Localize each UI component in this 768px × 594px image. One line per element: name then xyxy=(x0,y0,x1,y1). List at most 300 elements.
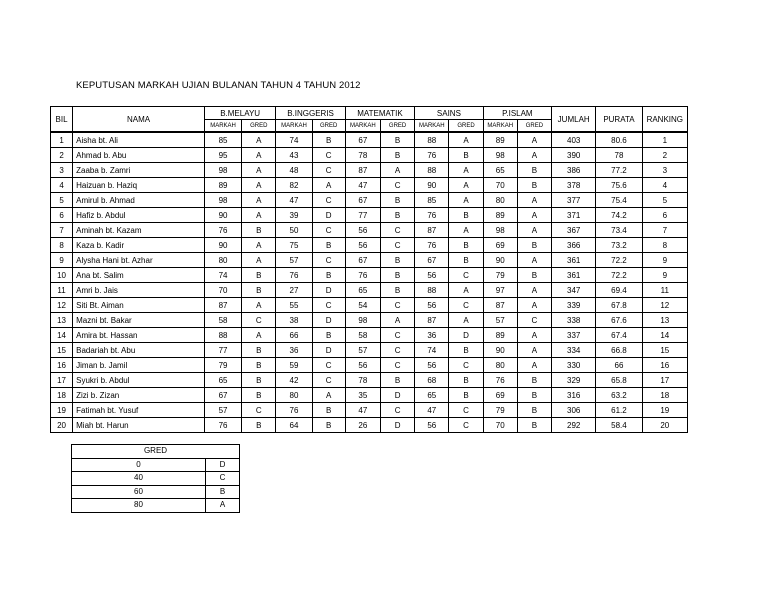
purata-cell: 66.8 xyxy=(596,343,642,358)
markah-cell: 47 xyxy=(415,403,449,418)
jumlah-cell: 371 xyxy=(552,208,596,223)
name-cell: Aminah bt. Kazam xyxy=(73,223,205,238)
name-cell: Amirul b. Ahmad xyxy=(73,193,205,208)
gred-cell: A xyxy=(449,163,483,178)
header-ranking: RANKING xyxy=(642,107,687,133)
ranking-cell: 15 xyxy=(642,343,687,358)
markah-cell: 76 xyxy=(276,268,312,283)
markah-cell: 59 xyxy=(276,358,312,373)
gred-cell: B xyxy=(517,238,551,253)
gred-cell: A xyxy=(517,223,551,238)
gred-cell: B xyxy=(242,343,276,358)
bil-cell: 2 xyxy=(51,148,73,163)
purata-cell: 65.8 xyxy=(596,373,642,388)
table-row xyxy=(51,253,688,268)
purata-cell: 73.4 xyxy=(596,223,642,238)
markah-cell: 55 xyxy=(276,298,312,313)
markah-cell: 79 xyxy=(483,403,517,418)
markah-cell: 88 xyxy=(415,283,449,298)
markah-cell: 69 xyxy=(483,238,517,253)
ranking-cell: 13 xyxy=(642,313,687,328)
markah-cell: 66 xyxy=(276,328,312,343)
jumlah-cell: 378 xyxy=(552,178,596,193)
bil-cell: 16 xyxy=(51,358,73,373)
grade-key-row xyxy=(72,499,240,513)
gred-cell: D xyxy=(380,388,414,403)
jumlah-cell: 316 xyxy=(552,388,596,403)
markah-cell: 88 xyxy=(415,132,449,148)
markah-cell: 65 xyxy=(483,163,517,178)
ranking-cell: 16 xyxy=(642,358,687,373)
gred-cell: C xyxy=(380,358,414,373)
markah-cell: 98 xyxy=(345,313,380,328)
jumlah-cell: 330 xyxy=(552,358,596,373)
gred-cell: C xyxy=(380,178,414,193)
markah-cell: 77 xyxy=(345,208,380,223)
gred-cell: A xyxy=(242,253,276,268)
gred-cell: B xyxy=(380,253,414,268)
gred-cell: D xyxy=(312,343,345,358)
markah-cell: 47 xyxy=(276,193,312,208)
markah-cell: 82 xyxy=(276,178,312,193)
table-row xyxy=(51,132,688,148)
purata-cell: 74.2 xyxy=(596,208,642,223)
table-row xyxy=(51,148,688,163)
gred-cell: C xyxy=(380,343,414,358)
gred-cell: A xyxy=(449,132,483,148)
markah-cell: 42 xyxy=(276,373,312,388)
grade-key-row xyxy=(72,458,240,472)
grade-threshold-cell: 60 xyxy=(72,485,206,499)
markah-cell: 68 xyxy=(415,373,449,388)
markah-cell: 89 xyxy=(204,178,241,193)
markah-cell: 78 xyxy=(345,373,380,388)
table-row xyxy=(51,268,688,283)
gred-cell: A xyxy=(242,298,276,313)
ranking-cell: 9 xyxy=(642,253,687,268)
gred-cell: B xyxy=(312,238,345,253)
header-subject: MATEMATIK xyxy=(345,107,414,120)
gred-cell: B xyxy=(242,373,276,388)
ranking-cell: 17 xyxy=(642,373,687,388)
ranking-cell: 18 xyxy=(642,388,687,403)
page-title: KEPUTUSAN MARKAH UJIAN BULANAN TAHUN 4 TAHUN 2012 xyxy=(76,80,361,91)
header-gred: GRED xyxy=(380,120,414,133)
markah-cell: 80 xyxy=(204,253,241,268)
markah-cell: 85 xyxy=(415,193,449,208)
gred-cell: C xyxy=(380,328,414,343)
gred-cell: C xyxy=(380,223,414,238)
gred-cell: A xyxy=(242,163,276,178)
markah-cell: 70 xyxy=(483,418,517,433)
header-subject: B.INGGERIS xyxy=(276,107,345,120)
markah-cell: 89 xyxy=(483,208,517,223)
markah-cell: 47 xyxy=(345,178,380,193)
grade-letter-cell: A xyxy=(206,499,240,513)
markah-cell: 65 xyxy=(204,373,241,388)
markah-cell: 97 xyxy=(483,283,517,298)
gred-cell: B xyxy=(380,132,414,148)
markah-cell: 26 xyxy=(345,418,380,433)
markah-cell: 90 xyxy=(483,253,517,268)
gred-cell: B xyxy=(242,418,276,433)
bil-cell: 4 xyxy=(51,178,73,193)
purata-cell: 78 xyxy=(596,148,642,163)
table-row xyxy=(51,358,688,373)
ranking-cell: 19 xyxy=(642,403,687,418)
gred-cell: A xyxy=(517,343,551,358)
ranking-cell: 1 xyxy=(642,132,687,148)
table-row xyxy=(51,313,688,328)
table-row xyxy=(51,178,688,193)
name-cell: Badariah bt. Abu xyxy=(73,343,205,358)
purata-cell: 69.4 xyxy=(596,283,642,298)
name-cell: Fatimah bt. Yusuf xyxy=(73,403,205,418)
grade-letter-cell: B xyxy=(206,485,240,499)
bil-cell: 12 xyxy=(51,298,73,313)
markah-cell: 85 xyxy=(204,132,241,148)
markah-cell: 43 xyxy=(276,148,312,163)
markah-cell: 57 xyxy=(483,313,517,328)
markah-cell: 87 xyxy=(483,298,517,313)
markah-cell: 89 xyxy=(483,328,517,343)
gred-cell: A xyxy=(380,163,414,178)
gred-cell: B xyxy=(312,132,345,148)
jumlah-cell: 377 xyxy=(552,193,596,208)
gred-cell: B xyxy=(517,418,551,433)
name-cell: Amira bt. Hassan xyxy=(73,328,205,343)
gred-cell: A xyxy=(517,148,551,163)
table-row xyxy=(51,418,688,433)
bil-cell: 9 xyxy=(51,253,73,268)
markah-cell: 36 xyxy=(276,343,312,358)
name-cell: Kaza b. Kadir xyxy=(73,238,205,253)
marks-table xyxy=(50,106,688,433)
gred-cell: B xyxy=(312,418,345,433)
markah-cell: 58 xyxy=(345,328,380,343)
markah-cell: 80 xyxy=(483,193,517,208)
gred-cell: A xyxy=(517,253,551,268)
markah-cell: 54 xyxy=(345,298,380,313)
grade-key-table xyxy=(71,444,240,513)
gred-cell: B xyxy=(449,373,483,388)
grade-letter-cell: C xyxy=(206,472,240,486)
name-cell: Jiman b. Jamil xyxy=(73,358,205,373)
gred-cell: C xyxy=(312,358,345,373)
ranking-cell: 2 xyxy=(642,148,687,163)
table-row xyxy=(51,238,688,253)
gred-cell: B xyxy=(312,403,345,418)
gred-cell: C xyxy=(449,268,483,283)
markah-cell: 76 xyxy=(415,238,449,253)
jumlah-cell: 292 xyxy=(552,418,596,433)
ranking-cell: 9 xyxy=(642,268,687,283)
markah-cell: 67 xyxy=(345,253,380,268)
bil-cell: 7 xyxy=(51,223,73,238)
bil-cell: 14 xyxy=(51,328,73,343)
markah-cell: 76 xyxy=(345,268,380,283)
markah-cell: 58 xyxy=(204,313,241,328)
table-row xyxy=(51,343,688,358)
gred-cell: C xyxy=(380,403,414,418)
grade-letter-cell: D xyxy=(206,458,240,472)
table-row xyxy=(51,298,688,313)
markah-cell: 70 xyxy=(204,283,241,298)
markah-cell: 87 xyxy=(345,163,380,178)
markah-cell: 95 xyxy=(204,148,241,163)
bil-cell: 10 xyxy=(51,268,73,283)
purata-cell: 61.2 xyxy=(596,403,642,418)
markah-cell: 79 xyxy=(483,268,517,283)
gred-cell: A xyxy=(517,283,551,298)
gred-cell: B xyxy=(242,283,276,298)
gred-cell: A xyxy=(242,148,276,163)
purata-cell: 67.6 xyxy=(596,313,642,328)
markah-cell: 80 xyxy=(276,388,312,403)
jumlah-cell: 390 xyxy=(552,148,596,163)
gred-cell: A xyxy=(517,193,551,208)
gred-cell: C xyxy=(312,223,345,238)
purata-cell: 67.4 xyxy=(596,328,642,343)
markah-cell: 56 xyxy=(345,358,380,373)
header-subject: P.ISLAM xyxy=(483,107,551,120)
gred-cell: D xyxy=(312,313,345,328)
markah-cell: 98 xyxy=(204,193,241,208)
ranking-cell: 3 xyxy=(642,163,687,178)
gred-cell: C xyxy=(242,403,276,418)
gred-cell: B xyxy=(242,223,276,238)
gred-cell: B xyxy=(517,268,551,283)
gred-cell: B xyxy=(517,178,551,193)
gred-cell: A xyxy=(312,388,345,403)
jumlah-cell: 361 xyxy=(552,253,596,268)
jumlah-cell: 337 xyxy=(552,328,596,343)
gred-cell: A xyxy=(242,238,276,253)
markah-cell: 76 xyxy=(483,373,517,388)
markah-cell: 98 xyxy=(483,148,517,163)
purata-cell: 75.4 xyxy=(596,193,642,208)
jumlah-cell: 347 xyxy=(552,283,596,298)
markah-cell: 69 xyxy=(483,388,517,403)
gred-cell: B xyxy=(312,328,345,343)
bil-cell: 5 xyxy=(51,193,73,208)
markah-cell: 76 xyxy=(415,208,449,223)
name-cell: Hafiz b. Abdul xyxy=(73,208,205,223)
ranking-cell: 12 xyxy=(642,298,687,313)
gred-cell: B xyxy=(517,163,551,178)
bil-cell: 20 xyxy=(51,418,73,433)
markah-cell: 67 xyxy=(204,388,241,403)
markah-cell: 76 xyxy=(415,148,449,163)
gred-cell: A xyxy=(449,193,483,208)
name-cell: Aisha bt. Ali xyxy=(73,132,205,148)
markah-cell: 76 xyxy=(204,223,241,238)
gred-cell: A xyxy=(449,283,483,298)
markah-cell: 57 xyxy=(204,403,241,418)
gred-cell: B xyxy=(380,283,414,298)
table-row xyxy=(51,223,688,238)
gred-cell: B xyxy=(517,388,551,403)
markah-cell: 88 xyxy=(415,163,449,178)
markah-cell: 64 xyxy=(276,418,312,433)
name-cell: Amri b. Jais xyxy=(73,283,205,298)
gred-cell: B xyxy=(517,373,551,388)
markah-cell: 87 xyxy=(415,313,449,328)
purata-cell: 80.6 xyxy=(596,132,642,148)
gred-cell: C xyxy=(312,253,345,268)
jumlah-cell: 361 xyxy=(552,268,596,283)
gred-cell: A xyxy=(517,358,551,373)
table-row xyxy=(51,373,688,388)
gred-cell: D xyxy=(312,283,345,298)
table-row xyxy=(51,208,688,223)
gred-cell: B xyxy=(449,148,483,163)
markah-cell: 56 xyxy=(415,298,449,313)
header-jumlah: JUMLAH xyxy=(552,107,596,133)
purata-cell: 67.8 xyxy=(596,298,642,313)
header-gred: GRED xyxy=(312,120,345,133)
gred-cell: A xyxy=(312,178,345,193)
name-cell: Ana bt. Salim xyxy=(73,268,205,283)
markah-cell: 50 xyxy=(276,223,312,238)
grade-key-body xyxy=(72,458,240,512)
purata-cell: 66 xyxy=(596,358,642,373)
gred-cell: B xyxy=(517,403,551,418)
gred-cell: B xyxy=(380,193,414,208)
markah-cell: 88 xyxy=(204,328,241,343)
markah-cell: 67 xyxy=(345,193,380,208)
markah-cell: 70 xyxy=(483,178,517,193)
purata-cell: 73.2 xyxy=(596,238,642,253)
ranking-cell: 11 xyxy=(642,283,687,298)
gred-cell: A xyxy=(242,193,276,208)
gred-cell: B xyxy=(380,208,414,223)
markah-cell: 56 xyxy=(415,418,449,433)
gred-cell: B xyxy=(380,268,414,283)
bil-cell: 18 xyxy=(51,388,73,403)
markah-cell: 67 xyxy=(415,253,449,268)
gred-cell: C xyxy=(449,298,483,313)
markah-cell: 74 xyxy=(276,132,312,148)
gred-cell: C xyxy=(242,313,276,328)
gred-cell: C xyxy=(380,238,414,253)
bil-cell: 8 xyxy=(51,238,73,253)
header-markah: MARKAH xyxy=(204,120,241,133)
name-cell: Zaaba b. Zamri xyxy=(73,163,205,178)
gred-cell: A xyxy=(242,132,276,148)
gred-cell: C xyxy=(312,193,345,208)
header-gred: GRED xyxy=(517,120,551,133)
markah-cell: 89 xyxy=(483,132,517,148)
table-row xyxy=(51,283,688,298)
markah-cell: 79 xyxy=(204,358,241,373)
header-markah: MARKAH xyxy=(345,120,380,133)
markah-cell: 77 xyxy=(204,343,241,358)
gred-cell: B xyxy=(380,373,414,388)
header-markah: MARKAH xyxy=(483,120,517,133)
jumlah-cell: 386 xyxy=(552,163,596,178)
markah-cell: 90 xyxy=(204,208,241,223)
gred-cell: C xyxy=(517,313,551,328)
markah-cell: 56 xyxy=(345,223,380,238)
markah-cell: 38 xyxy=(276,313,312,328)
purata-cell: 72.2 xyxy=(596,268,642,283)
bil-cell: 19 xyxy=(51,403,73,418)
markah-cell: 74 xyxy=(415,343,449,358)
jumlah-cell: 338 xyxy=(552,313,596,328)
ranking-cell: 7 xyxy=(642,223,687,238)
name-cell: Mazni bt. Bakar xyxy=(73,313,205,328)
gred-cell: C xyxy=(312,298,345,313)
grade-threshold-cell: 80 xyxy=(72,499,206,513)
gred-cell: A xyxy=(380,313,414,328)
markah-cell: 90 xyxy=(415,178,449,193)
jumlah-cell: 339 xyxy=(552,298,596,313)
ranking-cell: 6 xyxy=(642,208,687,223)
gred-cell: B xyxy=(380,148,414,163)
header-bil: BIL xyxy=(51,107,73,133)
gred-cell: C xyxy=(312,163,345,178)
markah-cell: 57 xyxy=(276,253,312,268)
gred-cell: C xyxy=(312,148,345,163)
markah-cell: 74 xyxy=(204,268,241,283)
marks-table-body xyxy=(51,132,688,433)
name-cell: Siti Bt. Aiman xyxy=(73,298,205,313)
name-cell: Zizi b. Zizan xyxy=(73,388,205,403)
header-subject: B.MELAYU xyxy=(204,107,275,120)
gred-cell: D xyxy=(312,208,345,223)
purata-cell: 77.2 xyxy=(596,163,642,178)
gred-cell: C xyxy=(449,403,483,418)
ranking-cell: 20 xyxy=(642,418,687,433)
markah-cell: 75 xyxy=(276,238,312,253)
jumlah-cell: 334 xyxy=(552,343,596,358)
gred-cell: A xyxy=(449,223,483,238)
gred-cell: B xyxy=(449,208,483,223)
gred-cell: D xyxy=(449,328,483,343)
markah-cell: 35 xyxy=(345,388,380,403)
gred-cell: A xyxy=(242,208,276,223)
name-cell: Haizuan b. Haziq xyxy=(73,178,205,193)
markah-cell: 36 xyxy=(415,328,449,343)
jumlah-cell: 366 xyxy=(552,238,596,253)
header-markah: MARKAH xyxy=(276,120,312,133)
markah-cell: 87 xyxy=(204,298,241,313)
gred-cell: A xyxy=(517,208,551,223)
grade-threshold-cell: 0 xyxy=(72,458,206,472)
table-row xyxy=(51,163,688,178)
markah-cell: 87 xyxy=(415,223,449,238)
gred-cell: B xyxy=(449,238,483,253)
gred-cell: A xyxy=(449,313,483,328)
ranking-cell: 14 xyxy=(642,328,687,343)
header-gred: GRED xyxy=(449,120,483,133)
name-cell: Syukri b. Abdul xyxy=(73,373,205,388)
markah-cell: 80 xyxy=(483,358,517,373)
gred-cell: D xyxy=(380,418,414,433)
name-cell: Miah bt. Harun xyxy=(73,418,205,433)
markah-cell: 57 xyxy=(345,343,380,358)
gred-cell: C xyxy=(449,418,483,433)
purata-cell: 75.6 xyxy=(596,178,642,193)
bil-cell: 1 xyxy=(51,132,73,148)
gred-cell: B xyxy=(449,343,483,358)
header-gred: GRED xyxy=(242,120,276,133)
markah-cell: 90 xyxy=(204,238,241,253)
markah-cell: 56 xyxy=(415,358,449,373)
gred-cell: A xyxy=(242,178,276,193)
markah-cell: 56 xyxy=(415,268,449,283)
